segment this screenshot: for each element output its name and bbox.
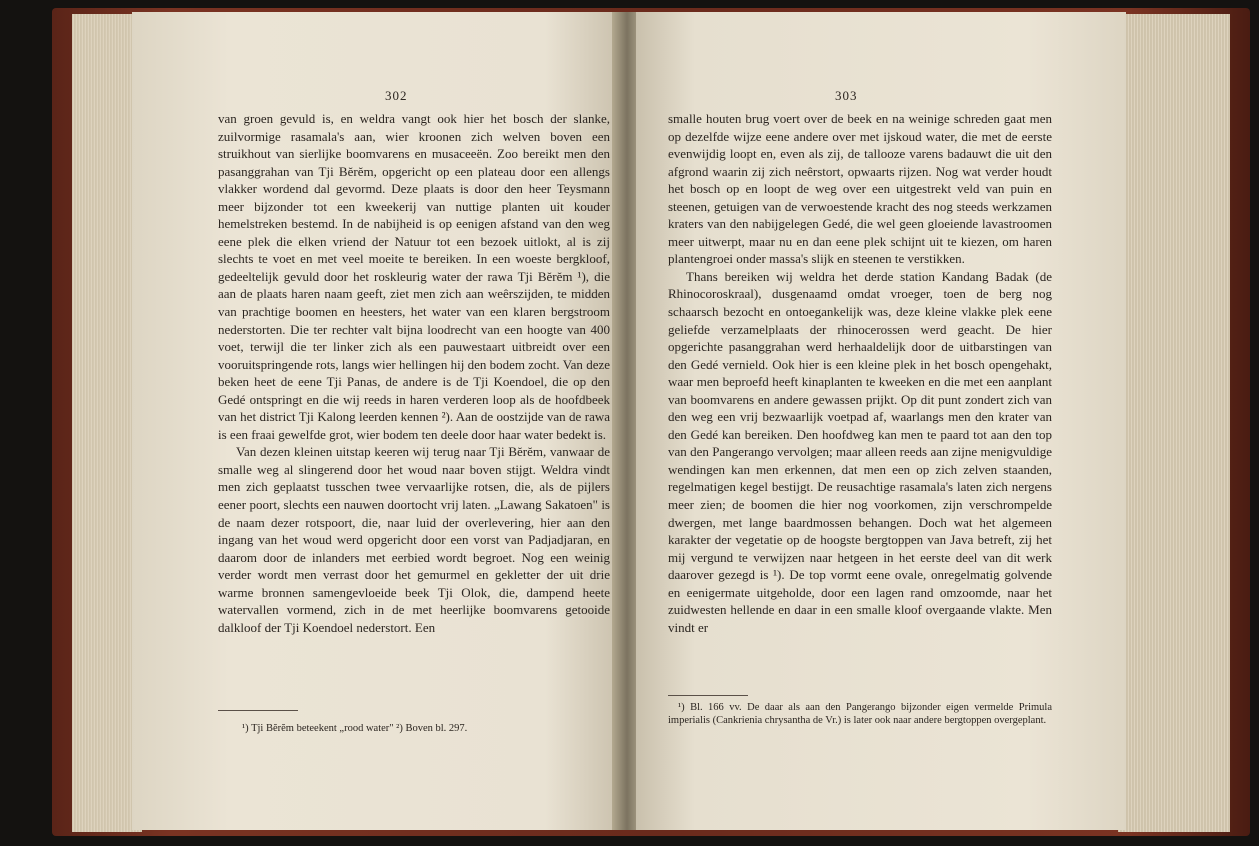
body-text: [668, 110, 1052, 636]
page-number: 302: [385, 88, 408, 103]
footnote: ¹) Bl. 166 vv. De daar als aan den Pangerango bijzonder eigen vermelde Primula imperialis (Cankrienia chrysantha de Vr.) is later ook naar andere bergtoppen overgeplant.: [668, 702, 1052, 726]
paragraph: smalle houten brug voert over de beek en na weinige schreden gaat men op dezelfde wijze eene andere over met ijskoud water, die met de eerste evenwijdig loopt en, even als zij, de tallooze varens badauwt die uit den afgrond waarin zij zich neêrstort, opwaarts rijzen. Nog wat verder houdt het bosch op en loopt de weg over een uitgestrekt veld van puin en steenen, getuigen van de verwoestende kracht des nog steeds werkzamen kraters van den nabijgelegen Gedé, die wel geen gloeiende lavastroomen meer uitwerpt, maar nu en dan eene plek schijnt uit te kiezen, om haren plantengroei onder massa's slijk en steenen te verstikken.: [668, 111, 1052, 267]
left-page: [132, 12, 618, 830]
footnotes: [668, 701, 1052, 727]
paragraph: Thans bereiken wij weldra het derde station Kandang Badak (de Rhinocoroskraal), dusgenaamd omdat vroeger, toen de berg nog schaarsch bezocht en ontoegankelijk was, deze kleine vlakke plek eene geliefde verzamelplaats der rhinocerossen werd geacht. De hier opgerichte pasanggrahan werd herhaaldelijk door de uitbarstingen van den Gedé vernield. Ook hier is een kleine plek in het bosch opengehakt, waar men beproefd heeft kinaplanten te kweeken en die met een aanplant van boomvarens en andere gewassen prijkt. Op dit punt zondert zich van den weg een vrij bezwaarlijk voetpad af, waarlangs men den krater van den Gedé kan bereiken. Den hoofdweg kan men te paard tot aan den top van den Pangerango vervolgen; maar alleen reeds aan zijne menigvuldige wendingen kan men erkennen, dat men een op zich zelven staanden, regelmatigen kegel bestijgt. De reusachtige rasamala's laten zich nergens meer zien; de boomen die hier nog voorkomen, zijn verschrompelde dwergen, met lange baardmossen behangen. Doch wat het algemeen karakter der vegetatie op de hoogste bergtoppen van Java betreft, zij het mij vergund te verwijzen naar hetgeen in het eerste deel van dit werk daarover gezegd is ¹). De top vormt eene ovale, onregelmatig golvende en eenigermate uitgeholde, door een lagen rand omzoomde, naar het zuidwesten hellende en daar in een smalle kloof overgaande vlakte. Men vindt er: [668, 268, 1052, 635]
page-number: 303: [835, 88, 858, 103]
paragraph: van groen gevuld is, en weldra vangt ook hier het bosch der slanke, zuilvormige rasamala's aan, wier kroonen zich welven boven een struikhout van sierlijke boomvarens en musaceeën. Zoo bereikt men den pasanggrahan van Tji Bĕrĕm, opgericht op een plateau door een allengs vlakker wordend dal gevormd. Deze plaats is door den heer Teysmann meer bijzonder tot een kweekerij van nuttige planten uit kouder hemelstreken bestemd. In de nabijheid is op eenigen afstand van den weg eene plek die elken vriend der Natuur tot een bezoek uitlokt, al is zij slechts te voet en met veel moeite te bereiken. In een woeste bergkloof, gedeeltelijk gevuld door het roskleurig water der rawa Tji Bĕrĕm ¹), die aan de plaats haren naam geeft, ziet men zich aan weêrszijden, te midden van prachtige boomen en heesters, het water van een klaren bergstroom nederstorten. Die ter rechter valt bijna loodrecht van een hoogte van 400 voet, terwijl die ter linker zich als een pauwestaart uitbreidt over een vooruitspringende rots, langs wier hellingen hij den bodem zocht. Van deze beken heet de eene Tji Panas, de andere is de Tji Koendoel, die op den Gedé ontspringt en die wij reeds in haren verderen loop als de hoofdbeek van het district Tji Kalong leerden kennen ²). Aan de oostzijde van de rawa is een fraai gewelfde grot, wier bodem ten deele door haar water bedekt is.: [218, 111, 610, 442]
footnote: ¹) Tji Bĕrĕm beteekent „rood water" ²) Boven bl. 297.: [242, 723, 468, 734]
right-page-edges: [1118, 14, 1230, 832]
footnotes: [232, 722, 602, 735]
footnote-rule: [218, 710, 298, 711]
body-text: [218, 110, 610, 636]
footnote-rule: [668, 695, 748, 696]
paragraph: Van dezen kleinen uitstap keeren wij terug naar Tji Bĕrĕm, vanwaar de smalle weg al slingerend door het woud naar boven stijgt. Weldra vindt men zich geplaatst tusschen twee vervaarlijke rotsen, die, als de pijlers eener poort, slechts een nauwen doortocht vrij laten. „Lawang Sakatoen" is de naam dezer rotspoort, die, naar luid der overlevering, hier aan den ingang van het woud werd opgericht door een vorst van Padjadjaran, en daarom door de inlanders met eerbied wordt begroet. Nog een weinig verder wordt men verrast door het gemurmel en gekletter der uit drie warme bronnen samengevloeide beek Tji Olok, die, dampend heete watervallen vormend, zich in de met heerlijke boomvarens getooide dalkloof der Tji Koendoel nederstort. Een: [218, 444, 610, 635]
right-page: [636, 12, 1126, 830]
